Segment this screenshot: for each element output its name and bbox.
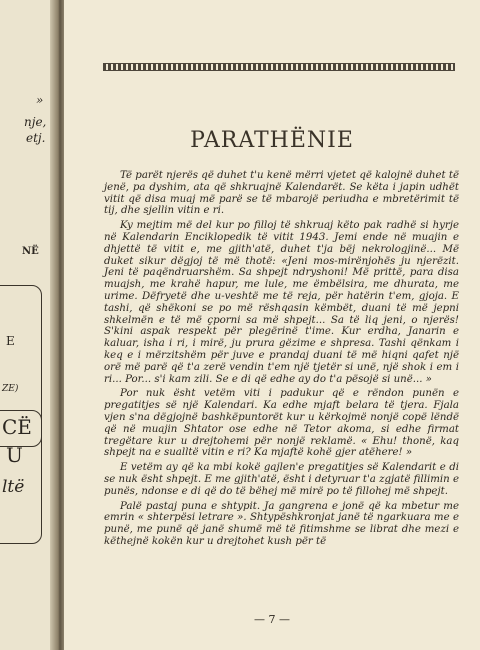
left-page-fragment: etj. [26,131,46,145]
page-title: PARATHËNIE [190,128,354,153]
header-ornament [103,63,455,71]
paragraph: Por nuk ësht vetëm viti i padukur që e rëndon punën e pregatitjes së një Kalendari. Ka edhe mjaft belara të tjera. Fjala vjen s'na dëgjojnë bashkëpuntorët kur u kërkojmë nonjë copë lëndë që në muajin Shtator ose edhe në Tetor akoma, si edhe firmat tregëtare kur u drejtohemi për nonjë reklamë. « Ehu! thonë, kaq shpejt na e sualltë vitin e ri? Ka mjaftë kohë gjer atëhere! » [104,388,459,459]
paragraph: Të parët njerës që duhet t'u kenë mërri vjetet që kalojnë duhet të jenë, pa dyshim, ata që shkruajnë Kalendarët. Se këta i japin udhët vitit që disa muaj më parë se të mbarojë periudha e mbretërimit të tij, dhe sjellin vitin e ri. [104,170,459,217]
left-page-fragment: ltë [2,477,25,497]
left-page-fragment: NË [22,246,39,257]
page-number: — 7 — [254,613,290,626]
body-text [104,170,459,551]
paragraph: Palë pastaj puna e shtypit. Ja gangrena e jonë që ka mbetur me emrin « shterpësi letrare ». Shtypëshkronjat janë të ngarkuara me e punë, me punë që janë shumë më të fitimshme se librat dhe mezi e këthejnë kokën kur u drejtohet kush për të [104,500,459,547]
paragraph: E vetëm ay që ka mbi kokë gajlen'e pregatitjes së Kalendarit e di se nuk ësht shpejt. E me gjith'atë, ësht i detyruar t'a zgjatë fillimin e punës, ndonse e di që do të bëhej më mirë po të fillohej më shpejt. [104,462,459,497]
left-page-fragment: U [6,443,23,467]
paragraph: Ky mejtim më del kur po filloj të shkruaj këto pak radhë si hyrje në Kalendarin Enciklopedik të vitit 1943. Jemi ende në muajin e dhjettë të vitit e, me gjith'atë, duhet t'ja bëj nekrologjinë... Më duket sikur dëgjoj të më thotë: «Jeni mos-mirënjohës ju njerëzit. Jeni të paqëndruarshëm. Sa shpejt ndryshoni! Më prittë, para disa muajsh, me krahë hapur, me lule, me ëmbëlsira, me dhurata, me urime. Dëfryetë dhe u-veshtë me të reja, për hatërin t'em, gjoja. E tashi, që shëkoni se po më rëshqasin këmbët, duani të më jepni shkelmën e të më çporni sa më shpejt... Sa të liq jeni, o njerës! S'kini aspak respekt për plegërinë t'ime. Kur erdha, Janarin e kaluar, isha i ri, i mirë, ju prura gëzime e shpresa. Tashi qënkam i keq e i mërzitshëm për juve e prandaj duani të më hiqni qafet një orë më parë që t'a zerë vendin t'em një tjetër si unë, një shok i em i ri... Por... s'i kam zili. Se e di që edhe ay do t'a pësojë si unë... » [104,220,459,385]
left-page-fragment: » [36,93,44,107]
left-page-fragment: ZE) [2,384,19,394]
left-page-fragment: nje, [24,115,47,129]
left-page-fragment: CË [2,415,32,439]
left-page-fragment: E [6,334,15,348]
